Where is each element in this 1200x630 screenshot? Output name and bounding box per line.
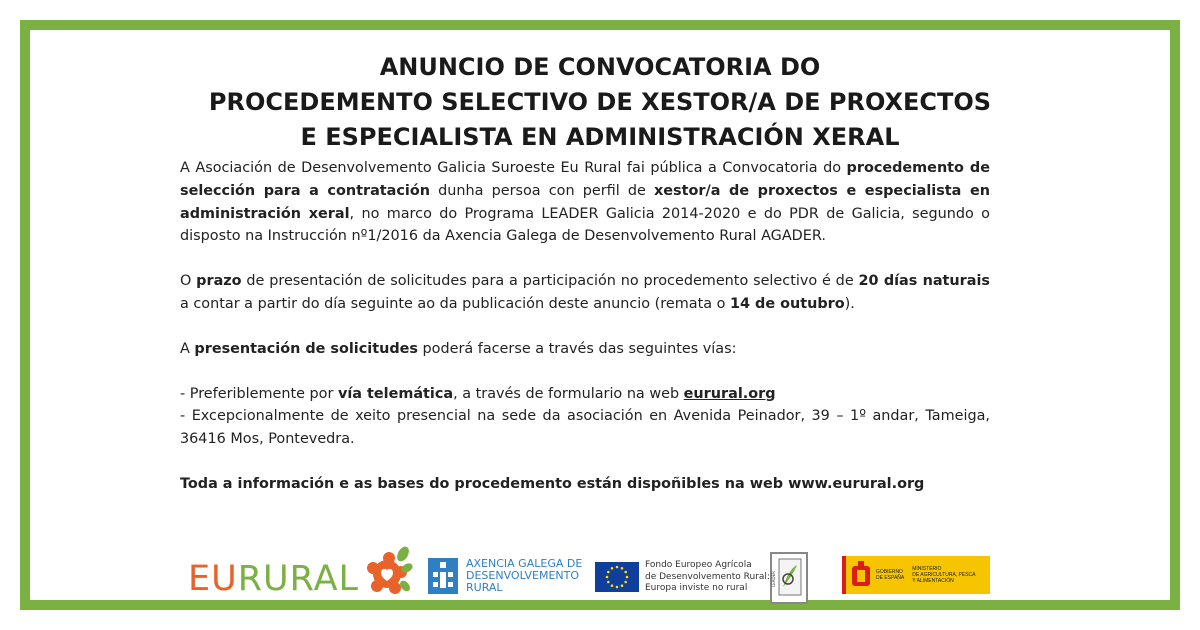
svg-text:LEADER: LEADER — [771, 571, 776, 587]
feader-logo — [595, 560, 770, 595]
title-line-2: PROCEDEMENTO SELECTIVO DE XESTOR/A DE PROXECTOS — [208, 88, 992, 116]
announcement-title — [30, 50, 1170, 155]
agader-logo — [428, 558, 582, 594]
title-line-3: E ESPECIALISTA EN ADMINISTRACIÓN XERAL — [300, 123, 900, 151]
list-item-online: - Preferiblemente por vía telemática, a través de formulario na web eurural.org — [180, 385, 776, 402]
agader-text: AXENCIA GALEGA DE DESENVOLVEMENTO RURAL — [466, 557, 583, 594]
paragraph-intro: A Asociación de Desenvolvemento Galicia Suroeste Eu Rural fai pública a Convocatoria do procedemento de selección para a contratación dunha persoa con perfil de xestor/a de proxectos e especialista en administración xeral, no marco do Programa LEADER Galicia 2014-2020 e do PDR de Galicia, segundo o disposto na Instrucción nº1/2016 da Axencia Galega de Desenvolvemento Rural AGADER. — [180, 160, 990, 245]
eurural-logo: EU RURAL — [188, 552, 413, 598]
green-border-frame — [20, 20, 1180, 610]
galicia-shield-icon — [428, 558, 458, 594]
paragraph-deadline: O prazo de presentación de solicitudes para a participación no procedemento selectivo é de 20 días naturais a contar a partir do día seguinte ao da publicación deste anuncio (remata o 14 de outubro). — [180, 273, 990, 312]
title-line-1: ANUNCIO DE CONVOCATORIA DO — [379, 53, 821, 81]
eurural-link[interactable]: eurural.org — [683, 385, 776, 402]
eu-flag-icon — [595, 562, 639, 592]
gobierno-text: GOBIERNO DE ESPAÑA — [876, 569, 905, 581]
leader-logo — [770, 552, 808, 604]
flower-heart-icon — [357, 546, 413, 602]
footer-note: Toda a información e as bases do procedemento están dispoñibles na web www.eurural.org — [180, 475, 925, 492]
logo-strip — [30, 530, 1170, 600]
ministerio-text: MINISTERIO DE AGRICULTURA, PESCA Y ALIMENTACIÓN — [912, 566, 976, 584]
announcement-body — [180, 157, 990, 518]
feader-text: Fondo Europeo Agrícola de Desenvolvemento Rural: Europa inviste no rural — [645, 560, 770, 593]
paragraph-submission: A presentación de solicitudes poderá facerse a través das seguintes vías: — [180, 340, 737, 357]
list-item-in-person: - Excepcionalmente de xeito presencial na sede da asociación en Avenida Peinador, 39 – 1º andar, Tameiga, 36416 Mos, Pontevedra. — [180, 408, 990, 448]
spain-coat-of-arms-icon — [850, 560, 872, 590]
gobierno-espana-logo — [842, 556, 990, 594]
